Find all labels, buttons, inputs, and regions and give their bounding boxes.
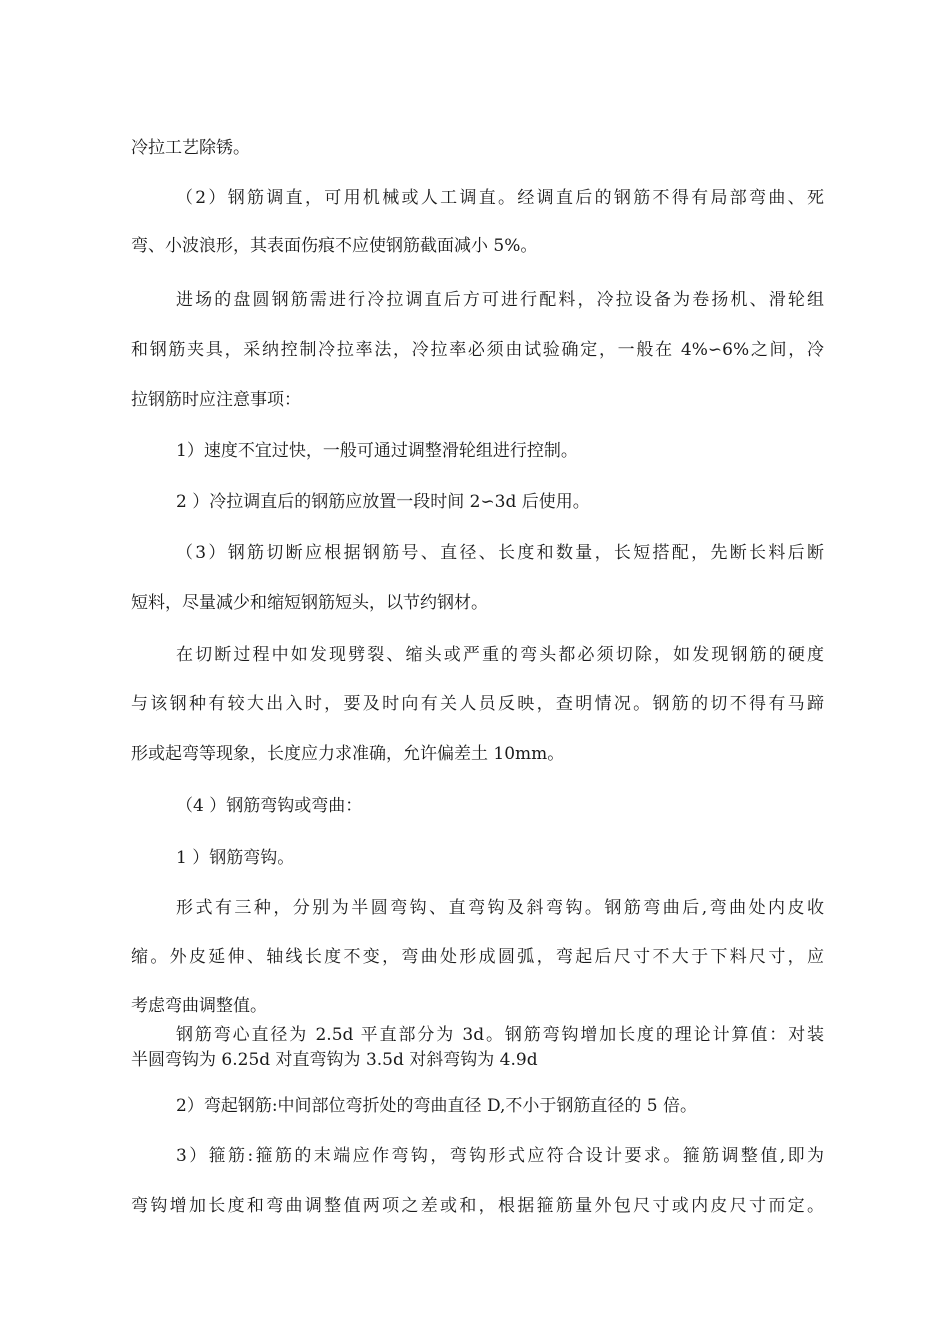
text-line: 3）箍筋:箍筋的末端应作弯钩，弯钩形式应符合设计要求。箍筋调整值,即为 (176, 1146, 824, 1166)
text-line: 弯、小波浪形，其表面伤痕不应使钢筋截面减小 5%。 (131, 236, 538, 256)
text-line: 1）速度不宜过快，一般可通过调整滑轮组进行控制。 (176, 441, 578, 461)
text-line: 弯钩增加长度和弯曲调整值两项之差或和，根据箍筋量外包尺寸或内皮尺寸而定。 (131, 1196, 824, 1216)
text-line: 短料，尽量减少和缩短钢筋短头，以节约钢材。 (131, 593, 488, 613)
text-line: 和钢筋夹具，采纳控制冷拉率法，冷拉率必须由试验确定，一般在 4%∽6%之间，冷 (131, 340, 824, 360)
text-line: 半圆弯钩为 6.25d 对直弯钩为 3.5d 对斜弯钩为 4.9d (131, 1050, 538, 1070)
text-line: 1 ）钢筋弯钩。 (176, 848, 295, 868)
text-line: 2 ）冷拉调直后的钢筋应放置一段时间 2∽3d 后使用。 (176, 492, 590, 512)
text-line: 形或起弯等现象，长度应力求准确，允许偏差土 10mm。 (131, 744, 565, 764)
text-line: （2）钢筋调直，可用机械或人工调直。经调直后的钢筋不得有局部弯曲、死 (176, 188, 824, 208)
text-line: 冷拉工艺除锈。 (131, 138, 250, 158)
text-line: 进场的盘圆钢筋需进行冷拉调直后方可进行配料，冷拉设备为卷扬机、滑轮组 (176, 290, 824, 310)
text-line: 2）弯起钢筋:中间部位弯折处的弯曲直径 D,不小于钢筋直径的 5 倍。 (176, 1096, 697, 1116)
text-line: 与该钢种有较大出入时，要及时向有关人员反映，查明情况。钢筋的切不得有马蹄 (131, 694, 824, 714)
text-line: 形式有三种，分别为半圆弯钩、直弯钩及斜弯钩。钢筋弯曲后,弯曲处内皮收 (176, 898, 824, 918)
text-line: 缩。外皮延伸、轴线长度不变，弯曲处形成圆弧，弯起后尺寸不大于下料尺寸，应 (131, 947, 824, 967)
text-line: （4 ）钢筋弯钩或弯曲： (176, 796, 363, 816)
text-line: 在切断过程中如发现劈裂、缩头或严重的弯头都必须切除，如发现钢筋的硬度 (176, 645, 824, 665)
text-line: 拉钢筋时应注意事项： (131, 390, 301, 410)
text-line: 考虑弯曲调整值。 (131, 996, 267, 1016)
text-line: （3）钢筋切断应根据钢筋号、直径、长度和数量，长短搭配，先断长料后断 (176, 543, 824, 563)
text-line: 钢筋弯心直径为 2.5d 平直部分为 3d。钢筋弯钩增加长度的理论计算值：对装 (176, 1025, 824, 1045)
